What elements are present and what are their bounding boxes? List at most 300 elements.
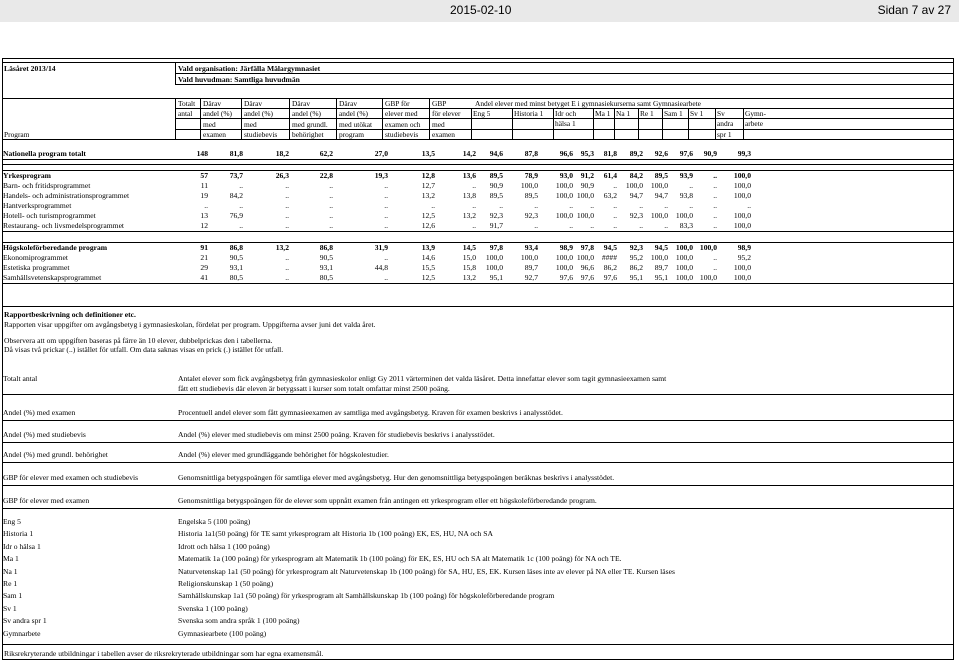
divider — [241, 98, 242, 139]
course-text: Historia 1a1(50 poäng) för TE samt yrkesprogram alt Historia 1b (100 poäng) EK, ES, HU, NA och SA — [178, 529, 493, 539]
course-term: Re 1 — [3, 579, 18, 588]
table-cell: 84,2 — [229, 191, 243, 200]
table-cell: 92,3 — [489, 211, 503, 220]
divider — [662, 108, 663, 139]
course-term: Ma 1 — [3, 554, 19, 564]
table-cell: .. — [664, 221, 668, 230]
table-cell: 100,0 — [576, 253, 594, 262]
table-group-row — [3, 243, 949, 253]
row-label: Högskoleförberedande program — [3, 243, 108, 252]
table-cell: .. — [689, 201, 693, 210]
table-cell: 12,5 — [421, 211, 435, 220]
table-row — [3, 201, 949, 211]
row-label: Yrkesprogram — [3, 171, 51, 180]
table-cell: 87,8 — [524, 149, 538, 158]
table-cell: 95,2 — [629, 253, 643, 262]
table-cell: 100,0 — [675, 263, 693, 272]
organisation-label: Vald organisation: Järfälla Mälargymnasiet — [178, 64, 321, 73]
table-cell: 94,7 — [629, 191, 643, 200]
column-header: elever med — [385, 109, 418, 119]
course-term: Eng 5 — [3, 517, 21, 526]
table-cell: .. — [590, 201, 594, 210]
table-cell: .. — [613, 211, 617, 220]
table-cell: 97,8 — [580, 243, 594, 252]
table-row — [3, 253, 949, 263]
table-cell: 13,2 — [275, 243, 289, 252]
table-cell: 13,8 — [462, 191, 476, 200]
table-cell: .. — [472, 221, 476, 230]
table-cell: 100,0 — [485, 263, 503, 272]
definition-term: GBP för elever med examen — [3, 496, 90, 505]
table-cell: 89,5 — [654, 171, 668, 180]
table-cell: .. — [569, 221, 573, 230]
table-cell: 12,6 — [421, 221, 435, 230]
definition-term: Totalt antal — [3, 374, 38, 383]
table-cell: 12,5 — [421, 273, 435, 282]
table-cell: 100,0 — [576, 191, 594, 200]
divider — [688, 108, 689, 139]
table-cell: 18,2 — [275, 149, 289, 158]
divider — [2, 164, 954, 165]
row-label: Restaurang- och livsmedelsprogrammet — [3, 221, 125, 230]
table-cell: 100,0 — [733, 211, 751, 220]
column-header: med — [244, 119, 257, 129]
table-cell: .. — [285, 273, 289, 282]
table-cell: 100,0 — [555, 253, 573, 262]
table-cell: 13,2 — [462, 273, 476, 282]
column-group-header: Andel elever med minst betyget E i gymnasiekurserna samt Gymnasiearbete — [475, 99, 701, 108]
definition-text: Genomsnittliga betygspoängen för de elever som uppnått examen från antingen ett yrkesprogram eller ett högskoleförberedande program. — [178, 496, 597, 505]
table-cell: 92,3 — [629, 243, 643, 252]
table-cell: 100,0 — [675, 243, 693, 252]
table-cell: .. — [613, 221, 617, 230]
divider — [638, 108, 639, 139]
column-header: studiebevis — [244, 129, 278, 139]
column-header: Historia 1 — [514, 109, 544, 118]
table-cell: 100,0 — [625, 181, 643, 190]
divider — [2, 508, 954, 509]
table-cell: 93,1 — [229, 263, 243, 272]
table-cell: .. — [329, 211, 333, 220]
column-header: examen — [432, 129, 455, 139]
table-cell: 93,9 — [679, 171, 693, 180]
table-cell: 92,3 — [524, 211, 538, 220]
table-cell: .. — [384, 181, 388, 190]
column-header: Idr och — [555, 109, 577, 118]
table-cell: 100,0 — [555, 191, 573, 200]
table-cell: 83,3 — [679, 221, 693, 230]
table-cell: 90,9 — [489, 181, 503, 190]
column-header: behörighet — [292, 129, 324, 139]
column-header: examen och — [385, 119, 421, 129]
table-cell: 91,7 — [489, 221, 503, 230]
table-cell: 86,8 — [319, 243, 333, 252]
table-cell: .. — [329, 191, 333, 200]
column-header: Sv 1 — [690, 109, 704, 118]
column-header: Gymn- — [745, 109, 766, 118]
table-cell: 90,5 — [319, 253, 333, 262]
divider — [2, 242, 954, 243]
table-cell: .. — [534, 221, 538, 230]
table-cell: .. — [329, 201, 333, 210]
definition-term: Andel (%) med grundl. behörighet — [3, 450, 108, 459]
table-cell: 100,0 — [675, 211, 693, 220]
divider — [175, 98, 176, 139]
column-header: Därav — [203, 99, 222, 108]
row-label: Handels- och administrationsprogrammet — [3, 191, 130, 200]
table-cell: 100,0 — [733, 273, 751, 282]
table-cell: 100,0 — [699, 273, 717, 282]
table-cell: .. — [713, 191, 717, 200]
course-text: Gymnasiearbete (100 poäng) — [178, 628, 267, 638]
table-cell: 84,2 — [629, 171, 643, 180]
divider — [715, 108, 716, 139]
definition-text: Procentuell andel elever som fått gymnasieexamen av samtliga med avgångsbetyg. Kraven för examen beskrivs i analysstödet. — [178, 408, 563, 417]
course-text: Matematik 1a (100 poäng) för yrkesprogram alt Matematik 1b (100 poäng) för EK, ES, HU och SA alt Matematik 1c (100 poäng) för NA och TE. — [178, 554, 622, 564]
table-cell: 41 — [200, 273, 208, 282]
table-cell: .. — [689, 181, 693, 190]
column-header: andel (%) — [292, 109, 321, 119]
table-cell: .. — [639, 201, 643, 210]
course-term: Gymnarbete — [3, 628, 41, 638]
course-text: Samhällskunskap 1a1 (50 poäng) för yrkesprogram alt Samhällskunskap 1b (100 poäng) för högskoleförberedande program — [178, 591, 555, 601]
year-label: Läsåret 2013/14 — [4, 64, 56, 73]
table-cell: .. — [239, 181, 243, 190]
column-header: andel (%) — [339, 109, 368, 119]
table-cell: .. — [613, 181, 617, 190]
table-cell: 93,4 — [524, 243, 538, 252]
table-cell: 89,7 — [524, 263, 538, 272]
table-cell: 89,5 — [489, 171, 503, 180]
table-cell: .. — [499, 201, 503, 210]
table-cell: 15,0 — [462, 253, 476, 262]
divider — [614, 108, 615, 139]
table-cell: 26,3 — [275, 171, 289, 180]
table-cell: 80,5 — [229, 273, 243, 282]
table-cell: .. — [384, 273, 388, 282]
table-cell: .. — [239, 201, 243, 210]
table-cell: 93,0 — [559, 171, 573, 180]
course-text: Idrott och hälsa 1 (100 poäng) — [178, 541, 270, 551]
table-cell: .. — [590, 221, 594, 230]
table-cell: 94,5 — [603, 243, 617, 252]
table-cell: 100,0 — [650, 253, 668, 262]
table-cell: 92,6 — [654, 149, 668, 158]
course-text: Engelska 5 (100 poäng) — [178, 517, 251, 526]
table-cell: 99,3 — [737, 149, 751, 158]
table-cell: 100,0 — [699, 243, 717, 252]
table-cell: 27,0 — [374, 149, 388, 158]
table-cell: 86,2 — [603, 263, 617, 272]
divider — [175, 62, 176, 84]
footer-note: Riksrekryterande utbildningar i tabellen avser de riksrekryterade utbildningar som har egna examensmål. — [4, 649, 324, 658]
table-cell: 13,2 — [421, 191, 435, 200]
column-header: Därav — [244, 99, 263, 108]
table-cell: 95,1 — [489, 273, 503, 282]
table-cell: .. — [285, 181, 289, 190]
table-cell: 15,8 — [462, 263, 476, 272]
table-cell: 98,9 — [737, 243, 751, 252]
table-cell: .. — [534, 201, 538, 210]
table-cell: 95,3 — [580, 149, 594, 158]
column-header: med — [432, 119, 445, 129]
divider — [2, 420, 954, 421]
row-label: Estetiska programmet — [3, 263, 70, 272]
table-cell: 96,6 — [559, 149, 573, 158]
definition-term: GBP för elever med examen och studiebevis — [3, 473, 139, 482]
table-cell: 13,9 — [421, 243, 435, 252]
table-cell: .. — [285, 211, 289, 220]
divider — [512, 108, 513, 139]
course-term: Sv andra spr 1 — [3, 616, 47, 626]
huvudman-label: Vald huvudman: Samtliga huvudmän — [178, 75, 300, 84]
table-cell: 81,8 — [603, 149, 617, 158]
divider — [2, 159, 954, 160]
table-cell: 91 — [200, 243, 208, 252]
table-cell: 100,0 — [520, 181, 538, 190]
table-row — [3, 211, 949, 221]
table-cell: 12,7 — [421, 181, 435, 190]
table-cell: 89,2 — [629, 149, 643, 158]
table-cell: .. — [384, 211, 388, 220]
divider — [593, 108, 594, 139]
table-cell: .. — [285, 253, 289, 262]
table-cell: 86,2 — [629, 263, 643, 272]
table-cell: 22,8 — [319, 171, 333, 180]
page-number: Sidan 7 av 27 — [877, 3, 951, 17]
table-cell: 100,0 — [555, 263, 573, 272]
table-cell: .. — [384, 191, 388, 200]
column-header: arbete — [745, 119, 764, 129]
row-label: Nationella program totalt — [3, 149, 86, 158]
table-cell: 90,9 — [580, 181, 594, 190]
table-group-row — [3, 149, 949, 159]
table-cell: 31,9 — [374, 243, 388, 252]
divider — [2, 306, 954, 307]
print-date: 2015-02-10 — [450, 3, 512, 17]
column-header: Totalt — [178, 99, 196, 108]
table-row — [3, 191, 949, 201]
table-cell: 97,6 — [559, 273, 573, 282]
divider — [2, 462, 954, 463]
column-header: Eng 5 — [473, 109, 491, 118]
table-cell: .. — [713, 171, 717, 180]
notes-line: Rapporten visar uppgifter om avgångsbetyg i gymnasieskolan, fördelat per program. Uppgifterna avser juni det valda året. — [4, 320, 376, 329]
column-header: med utökat — [339, 119, 373, 129]
notes-heading: Rapportbeskrivning och definitioner etc. — [4, 310, 136, 319]
row-label: Barn- och fritidsprogrammet — [3, 181, 91, 190]
table-cell: .. — [569, 201, 573, 210]
definition-text: Antalet elever som fick avgångsbetyg från gymnasieskolor enligt Gy 2011 värterminen det valda läsåret. Detta innefattar elever som tagit gymnasieexamen samt — [178, 374, 667, 383]
table-cell: 15,5 — [421, 263, 435, 272]
table-row — [3, 221, 949, 231]
table-cell: .. — [472, 201, 476, 210]
row-label-header: Program — [4, 130, 30, 139]
divider — [2, 231, 954, 232]
definition-text: Andel (%) elever med grundläggande behörighet för högskolestudier. — [178, 450, 389, 459]
table-cell: 95,1 — [654, 273, 668, 282]
table-cell: 19,3 — [374, 171, 388, 180]
row-label: Ekonomiprogrammet — [3, 253, 68, 262]
table-cell: 96,6 — [580, 263, 594, 272]
column-header: Na 1 — [616, 109, 631, 118]
table-cell: 100,0 — [485, 253, 503, 262]
divider — [553, 108, 554, 139]
table-cell: 100,0 — [520, 253, 538, 262]
table-cell: 63,2 — [603, 191, 617, 200]
table-cell: 148 — [196, 149, 208, 158]
row-label: Samhällsvetenskapsprogrammet — [3, 273, 102, 282]
table-cell: 97,8 — [489, 243, 503, 252]
divider — [175, 84, 954, 85]
table-cell: 100,0 — [733, 181, 751, 190]
table-cell: 93,1 — [319, 263, 333, 272]
notes-line: Observera att om uppgiften baseras på färre än 10 elever, dubbelprickas den i tabellerna. — [4, 336, 273, 345]
column-header: examen — [203, 129, 226, 139]
table-cell: 81,8 — [229, 149, 243, 158]
course-term: Idr o hälsa 1 — [3, 541, 41, 551]
table-cell: .. — [384, 253, 388, 262]
table-cell: 100,0 — [576, 211, 594, 220]
table-cell: 89,5 — [524, 191, 538, 200]
course-text: Svenska som andra språk 1 (100 poäng) — [178, 616, 300, 626]
divider — [429, 98, 430, 139]
table-cell: .. — [713, 263, 717, 272]
column-header: antal — [178, 109, 193, 119]
notes-line: Då visas två prickar (..) istället för utfall. Om data saknas visas en prick (.) istället för utfall. — [4, 345, 284, 354]
course-text: Religionskunskap 1 (50 poäng) — [178, 579, 274, 588]
table-cell: 93,8 — [679, 191, 693, 200]
table-cell: 44,8 — [374, 263, 388, 272]
table-cell: .. — [285, 191, 289, 200]
definition-text: Andel (%) elever med studiebevis om minst 2500 poäng. Kraven för studiebevis beskrivs i analysstödet. — [178, 430, 495, 439]
table-cell: 97,6 — [603, 273, 617, 282]
table-cell: .. — [384, 201, 388, 210]
divider — [2, 139, 954, 140]
column-header: Re 1 — [640, 109, 654, 118]
divider — [382, 98, 383, 139]
definition-term: Andel (%) med studiebevis — [3, 430, 86, 439]
course-term: Historia 1 — [3, 529, 34, 539]
table-cell: 13 — [200, 211, 208, 220]
table-cell: 12 — [200, 221, 208, 230]
column-header: hälsa 1 — [555, 119, 576, 129]
table-cell: 13,6 — [462, 171, 476, 180]
table-cell: 94,5 — [654, 243, 668, 252]
definition-text: Genomsnittliga betygspoängen för samtliga elever med avgångsbetyg. Hur den genomsnittliga betygspoängen beräknas beskrivs i analysstödet. — [178, 473, 615, 482]
column-header: Ma 1 — [595, 109, 611, 118]
table-cell: 73,7 — [229, 171, 243, 180]
table-cell: 95,1 — [629, 273, 643, 282]
table-cell: .. — [329, 181, 333, 190]
table-cell: 94,6 — [489, 149, 503, 158]
table-cell: .. — [713, 181, 717, 190]
divider — [743, 108, 744, 139]
column-header: med grundl. — [292, 119, 328, 129]
report-page — [0, 58, 959, 661]
divider — [2, 62, 954, 63]
column-header: Därav — [292, 99, 311, 108]
table-cell: 80,5 — [319, 273, 333, 282]
table-cell: .. — [472, 181, 476, 190]
course-term: Na 1 — [3, 566, 18, 576]
divider — [2, 283, 954, 284]
column-header: studiebevis — [385, 129, 419, 139]
table-cell: 92,3 — [629, 211, 643, 220]
table-cell: 14,5 — [462, 243, 476, 252]
column-header: andel (%) — [203, 109, 232, 119]
table-cell: 90,9 — [703, 149, 717, 158]
table-cell: 19 — [200, 191, 208, 200]
table-cell: 62,2 — [319, 149, 333, 158]
column-header: GBP — [432, 99, 447, 108]
column-header: GBP för — [385, 99, 410, 108]
column-header: program — [339, 129, 365, 139]
table-cell: #### — [601, 253, 617, 262]
table-cell: 97,6 — [679, 149, 693, 158]
table-cell: .. — [285, 201, 289, 210]
table-cell: 61,4 — [603, 171, 617, 180]
table-cell: 100,0 — [733, 171, 751, 180]
table-cell: 76,9 — [229, 211, 243, 220]
table-cell: 13,5 — [421, 149, 435, 158]
table-cell: 95,2 — [737, 253, 751, 262]
table-cell: 11 — [200, 181, 208, 190]
table-cell: 100,0 — [675, 253, 693, 262]
divider — [471, 108, 472, 139]
table-cell: 57 — [200, 171, 208, 180]
table-cell: 98,9 — [559, 243, 573, 252]
course-text: Svenska 1 (100 poäng) — [178, 603, 248, 613]
table-cell: 89,5 — [489, 191, 503, 200]
row-label: Hotell- och turismprogrammet — [3, 211, 96, 220]
table-cell: .. — [613, 201, 617, 210]
table-cell: 100,0 — [733, 191, 751, 200]
table-cell: 100,0 — [675, 273, 693, 282]
table-cell: .. — [384, 221, 388, 230]
table-cell: .. — [329, 221, 333, 230]
table-cell: .. — [639, 221, 643, 230]
table-cell: 100,0 — [555, 211, 573, 220]
table-cell: 90,5 — [229, 253, 243, 262]
table-cell: 21 — [200, 253, 208, 262]
table-cell: .. — [713, 211, 717, 220]
column-header: andel (%) — [244, 109, 273, 119]
column-header: andra — [717, 119, 734, 129]
table-cell: .. — [239, 221, 243, 230]
row-label: Hantverksprogrammet — [3, 201, 72, 210]
table-cell: 97,6 — [580, 273, 594, 282]
table-cell: 89,7 — [654, 263, 668, 272]
column-header: Sv — [717, 109, 725, 118]
table-cell: .. — [747, 201, 751, 210]
divider — [2, 485, 954, 486]
table-row — [3, 181, 949, 191]
table-cell: 100,0 — [650, 211, 668, 220]
divider — [2, 170, 954, 171]
table-cell: 100,0 — [733, 221, 751, 230]
table-cell: 14,6 — [421, 253, 435, 262]
course-term: Sam 1 — [3, 591, 23, 601]
table-cell: 94,7 — [654, 191, 668, 200]
divider — [336, 98, 337, 139]
table-cell: 13,2 — [462, 211, 476, 220]
table-cell: 12,8 — [421, 171, 435, 180]
table-row — [3, 273, 949, 283]
course-term: Sv 1 — [3, 603, 17, 613]
divider — [200, 98, 201, 139]
table-cell: 91,2 — [580, 171, 594, 180]
